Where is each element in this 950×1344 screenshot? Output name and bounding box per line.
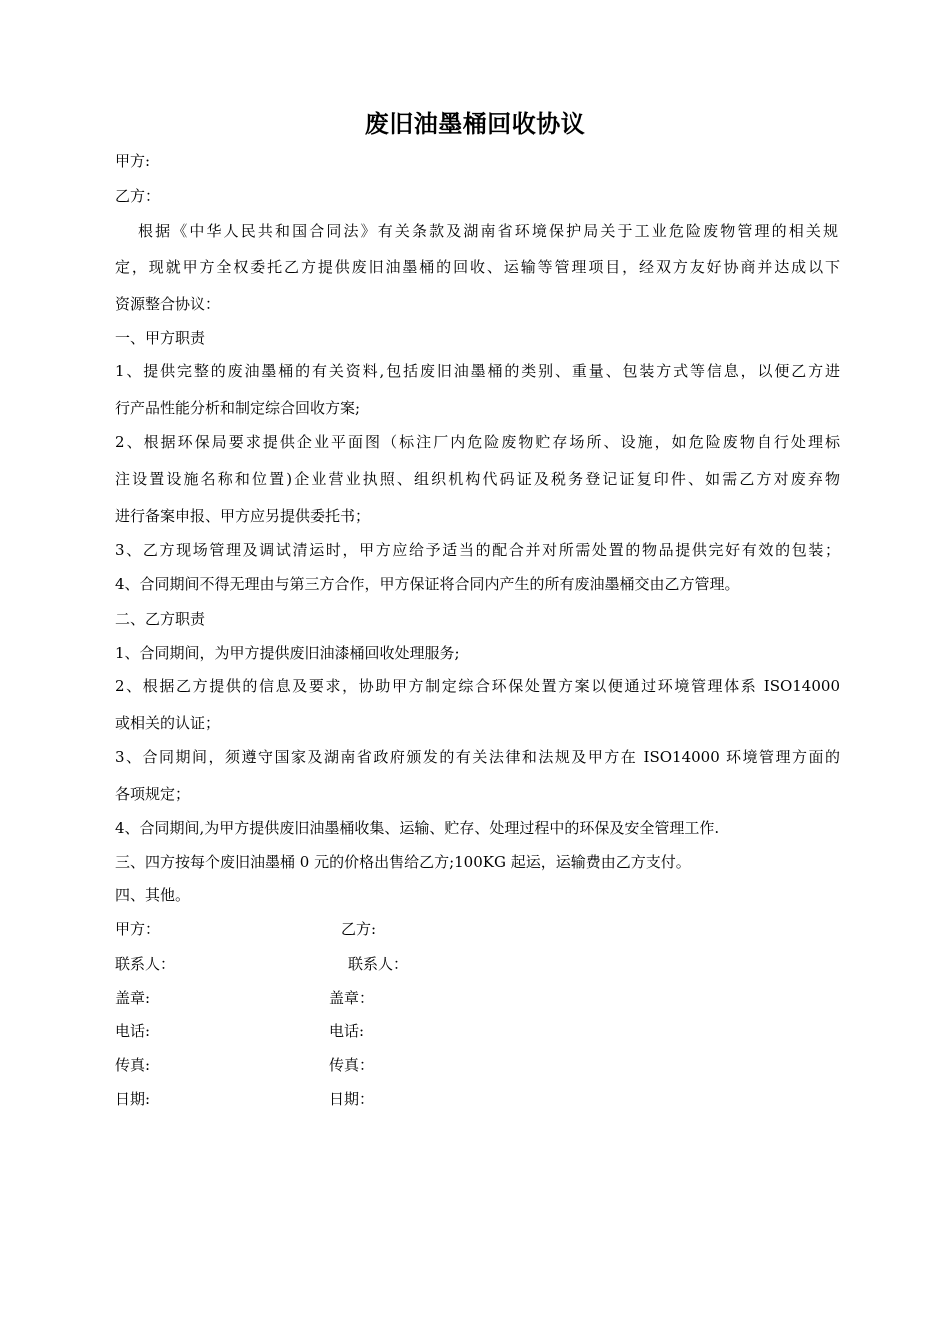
section2-line-1: 1、合同期间，为甲方提供废旧油漆桶回收处理服务; xyxy=(115,644,460,662)
section1-line-5: 进行备案申报、甲方应另提供委托书； xyxy=(115,507,371,525)
section1-line-7: 4、合同期间不得无理由与第三方合作，甲方保证将合同内产生的所有废油墨桶交由乙方管理。 xyxy=(115,575,740,593)
party-a-label: 甲方: xyxy=(115,152,151,170)
section2-heading: 二、乙方职责 xyxy=(115,610,206,628)
section2-line-3: 或相关的认证； xyxy=(115,714,221,732)
section1-line-3: 2、根据环保局要求提供企业平面图（标注厂内危险废物贮存场所、设施，如危险废物自行处理标 xyxy=(115,433,840,451)
section1-line-2: 行产品性能分析和制定综合回收方案; xyxy=(115,399,361,417)
section1-line-1: 1、提供完整的废油墨桶的有关资料,包括废旧油墨桶的类别、重量、包装方式等信息，以便乙方进 xyxy=(115,362,840,380)
sig-contact-a: 联系人： xyxy=(115,955,176,973)
sig-phone-b: 电话: xyxy=(329,1022,365,1040)
sig-seal-a: 盖章: xyxy=(115,989,151,1007)
section2-line-6: 4、合同期间,为甲方提供废旧油墨桶收集、运输、贮存、处理过程中的环保及安全管理工作. xyxy=(115,819,720,837)
sig-fax-a: 传真: xyxy=(115,1056,151,1074)
section2-line-4: 3、合同期间，须遵守国家及湖南省政府颁发的有关法律和法规及甲方在 ISO14000 环境管理方面的 xyxy=(115,748,840,766)
section3-text: 三、四方按每个废旧油墨桶 0 元的价格出售给乙方;100KG 起运，运输费由乙方支付。 xyxy=(115,853,691,871)
intro-line-3: 资源整合协议： xyxy=(115,295,221,313)
section4-text: 四、其他。 xyxy=(115,886,191,904)
sig-fax-b: 传真： xyxy=(329,1056,375,1074)
sig-date-b: 日期： xyxy=(329,1090,375,1108)
section1-line-4: 注设置设施名称和位置)企业营业执照、组织机构代码证及税务登记证复印件、如需乙方对废弃物 xyxy=(115,470,840,488)
document-title: 废旧油墨桶回收协议 xyxy=(364,110,586,138)
section2-line-2: 2、根据乙方提供的信息及要求，协助甲方制定综合环保处置方案以便通过环境管理体系 ISO14000 xyxy=(115,677,840,695)
intro-line-2: 定，现就甲方全权委托乙方提供废旧油墨桶的回收、运输等管理项目，经双方友好协商并达成以下 xyxy=(115,258,840,276)
section1-line-6: 3、乙方现场管理及调试清运时，甲方应给予适当的配合并对所需处置的物品提供完好有效的包装； xyxy=(115,541,840,559)
sig-contact-b: 联系人： xyxy=(348,955,409,973)
section1-heading: 一、甲方职责 xyxy=(115,329,206,347)
sig-phone-a: 电话: xyxy=(115,1022,151,1040)
sig-seal-b: 盖章： xyxy=(329,989,375,1007)
section2-line-5: 各项规定； xyxy=(115,785,191,803)
sig-party-b: 乙方: xyxy=(341,920,377,938)
sig-party-a: 甲方： xyxy=(115,920,161,938)
party-b-label: 乙方： xyxy=(115,187,161,205)
intro-line-1: 根据《中华人民共和国合同法》有关条款及湖南省环境保护局关于工业危险废物管理的相关规 xyxy=(138,222,838,240)
sig-date-a: 日期: xyxy=(115,1090,151,1108)
